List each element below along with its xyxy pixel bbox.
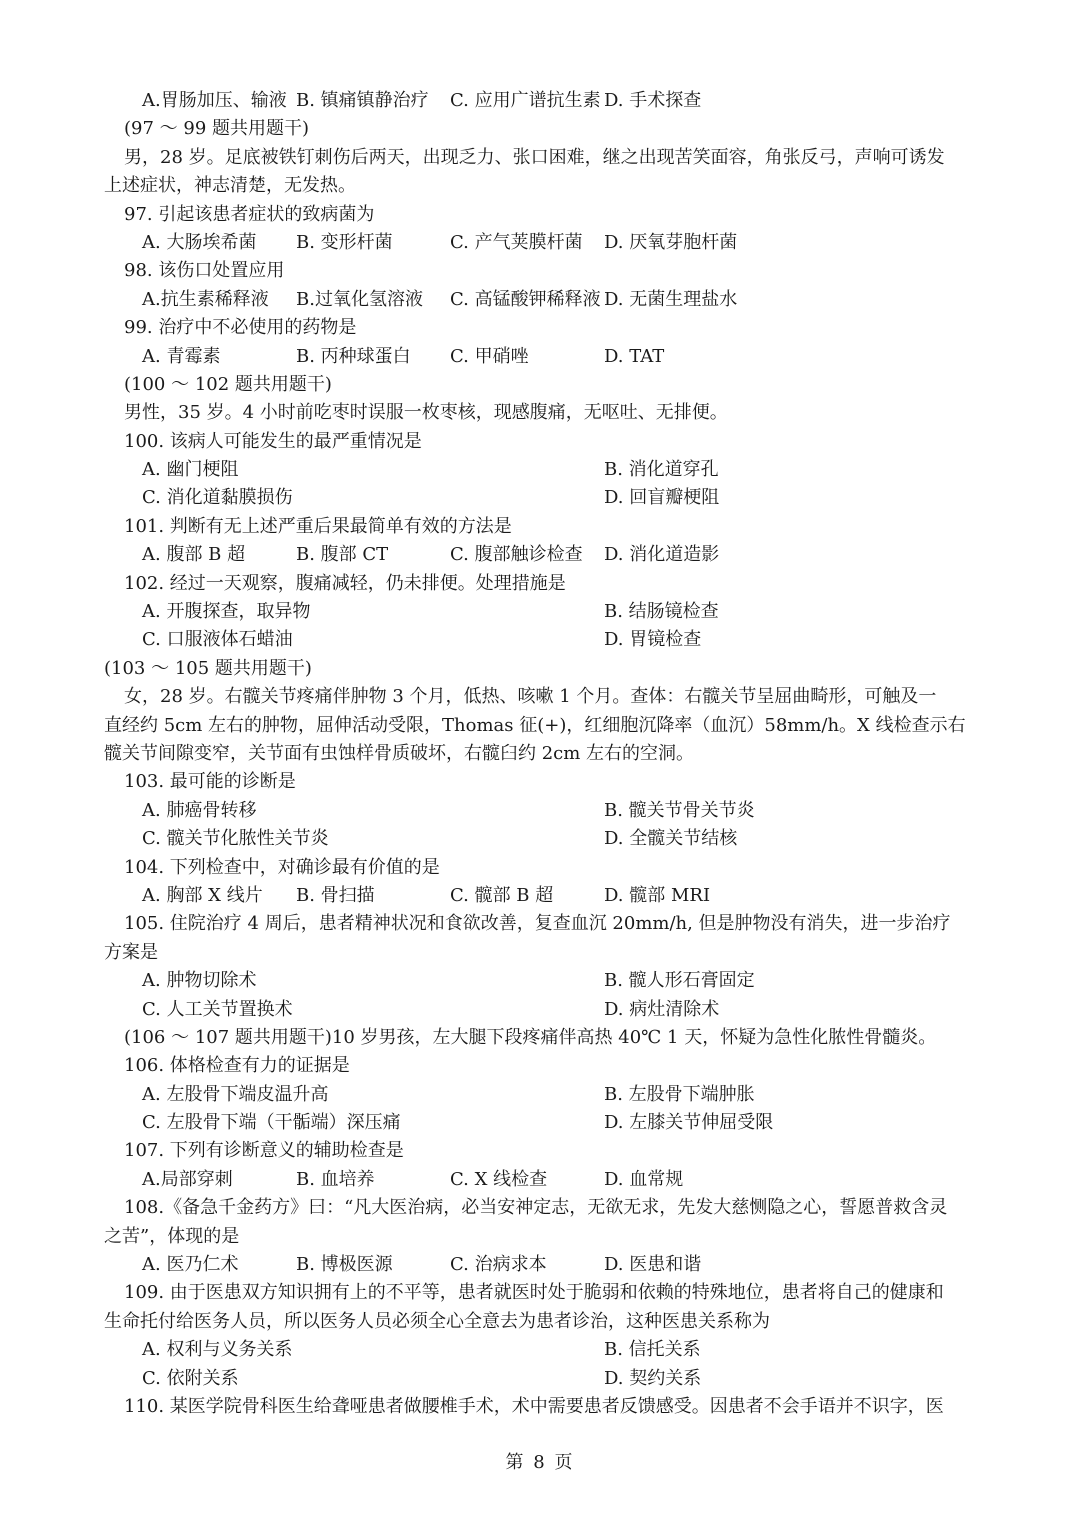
option-b: D. 左膝关节伸屈受限 — [604, 1112, 774, 1134]
option-a: A. 胸部 X 线片 — [142, 884, 263, 906]
text-line: 108.《备急千金药方》曰：“凡大医治病，必当安神定志，无欲无求，先发大慈恻隐之心，誓愿普救含灵 — [124, 1197, 948, 1219]
text-line: 97. 引起该患者症状的致病菌为 — [124, 203, 375, 225]
text-line: 104. 下列检查中，对确诊最有价值的是 — [124, 856, 440, 878]
option-b: B. 腹部 CT — [296, 544, 389, 566]
options-row — [104, 1081, 984, 1109]
text-line: 之苦”，体现的是 — [104, 1225, 240, 1247]
option-a: A.胃肠加压、输液 — [142, 90, 287, 111]
option-a: A. 左股骨下端皮温升高 — [142, 1083, 329, 1105]
option-b: D. 回盲瓣梗阻 — [604, 487, 720, 509]
option-b: B. 镇痛镇静治疗 — [296, 90, 429, 111]
option-a: A. 肿物切除术 — [142, 970, 257, 992]
options-row — [104, 343, 984, 371]
text-line: 生命托付给医务人员，所以医务人员必须全心全意去为患者诊治，这种医患关系称为 — [104, 1310, 770, 1332]
text-line: (100 ～ 102 题共用题干) — [124, 373, 332, 395]
option-b: B. 博极医源 — [296, 1254, 393, 1276]
text-line: 女，28 岁。右髋关节疼痛伴肿物 3 个月，低热、咳嗽 1 个月。查体：右髋关节呈屈曲畸形，可触及一 — [124, 686, 937, 708]
option-b: D. 胃镜检查 — [604, 629, 702, 651]
options-row — [104, 967, 984, 995]
option-b: B. 结肠镜检查 — [604, 601, 719, 623]
text-line: 男，28 岁。足底被铁钉刺伤后两天，出现乏力、张口困难，继之出现苦笑面容，角张反弓，声响可诱发 — [124, 146, 945, 168]
text-line: 109. 由于医患双方知识拥有上的不平等，患者就医时处于脆弱和依赖的特殊地位，患者将自己的健康和 — [124, 1282, 944, 1304]
option-b: B.过氧化氢溶液 — [296, 288, 423, 310]
option-b: B. 变形杆菌 — [296, 231, 393, 253]
option-a: A. 开腹探查，取异物 — [142, 601, 311, 623]
option-b: B. 血培养 — [296, 1168, 375, 1190]
text-line: 103. 最可能的诊断是 — [124, 771, 296, 793]
option-a: A. 权利与义务关系 — [142, 1339, 293, 1361]
option-b: D. 病灶清除术 — [604, 998, 720, 1020]
option-c: C. X 线检查 — [450, 1168, 548, 1190]
option-c: C. 产气荚膜杆菌 — [450, 231, 583, 253]
options-row — [104, 996, 984, 1024]
text-line: 男性，35 岁。4 小时前吃枣时误服一枚枣核，现感腹痛，无呕吐、无排便。 — [124, 402, 728, 424]
option-b: B. 丙种球蛋白 — [296, 345, 411, 367]
option-a: C. 髋关节化脓性关节炎 — [142, 828, 329, 850]
options-row — [104, 1365, 984, 1393]
option-a: A.局部穿刺 — [142, 1168, 233, 1190]
text-line: 105. 住院治疗 4 周后，患者精神状况和食欲改善，复查血沉 20mm/h, 但是肿物没有消失，进一步治疗 — [124, 913, 951, 935]
option-c: C. 髋部 B 超 — [450, 884, 554, 906]
options-row — [104, 1166, 984, 1194]
option-b: D. 全髋关节结核 — [604, 828, 738, 850]
option-b: B. 髋关节骨关节炎 — [604, 799, 755, 821]
option-c: C. 治病求本 — [450, 1254, 547, 1276]
option-c: C. 高锰酸钾稀释液 — [450, 288, 601, 310]
options-row — [104, 541, 984, 569]
options-row — [104, 1336, 984, 1364]
options-row — [104, 229, 984, 257]
page-number: 第 8 页 — [505, 1452, 575, 1473]
option-a: A. 幽门梗阻 — [142, 459, 239, 481]
options-row — [104, 825, 984, 853]
text-line: 110. 某医学院骨科医生给聋哑患者做腰椎手术，术中需要患者反馈感受。因患者不会手语并不识字，医 — [124, 1395, 944, 1417]
option-d: D. TAT — [604, 345, 665, 367]
text-line: (97 ～ 99 题共用题干) — [124, 118, 310, 140]
option-b: B. 消化道穿孔 — [604, 459, 719, 481]
text-line: 方案是 — [104, 941, 158, 963]
option-b: B. 骨扫描 — [296, 884, 375, 906]
options-row — [104, 286, 984, 314]
option-b: D. 契约关系 — [604, 1367, 702, 1389]
option-b: B. 髋人形石膏固定 — [604, 970, 755, 992]
option-d: D. 手术探查 — [604, 90, 702, 111]
options-row — [104, 87, 984, 115]
option-a: C. 左股骨下端（干骺端）深压痛 — [142, 1112, 401, 1134]
option-a: A. 医乃仁术 — [142, 1254, 239, 1276]
option-a: A. 大肠埃希菌 — [142, 231, 257, 253]
option-d: D. 血常规 — [604, 1168, 684, 1190]
option-d: D. 髋部 MRI — [604, 884, 711, 906]
text-line: 100. 该病人可能发生的最严重情况是 — [124, 430, 422, 452]
option-a: A.抗生素稀释液 — [142, 288, 269, 310]
option-b: B. 信托关系 — [604, 1339, 701, 1361]
text-line: 98. 该伤口处置应用 — [124, 260, 285, 282]
text-line: 101. 判断有无上述严重后果最简单有效的方法是 — [124, 515, 512, 537]
text-line: (103 ～ 105 题共用题干) — [104, 657, 312, 679]
option-a: C. 依附关系 — [142, 1367, 239, 1389]
options-row — [104, 484, 984, 512]
text-line: 上述症状，神志清楚，无发热。 — [104, 175, 356, 197]
text-line: 直经约 5cm 左右的肿物，屈伸活动受限，Thomas 征(+)，红细胞沉降率（血沉）58mm/h。X 线检查示右 — [104, 714, 966, 736]
option-a: C. 消化道黏膜损伤 — [142, 487, 293, 509]
option-d: D. 医患和谐 — [604, 1254, 702, 1276]
text-line: 107. 下列有诊断意义的辅助检查是 — [124, 1140, 404, 1162]
text-line: (106 ～ 107 题共用题干)10 岁男孩，左大腿下段疼痛伴高热 40℃ 1 天，怀疑为急性化脓性骨髓炎。 — [124, 1026, 937, 1048]
option-a: A. 青霉素 — [142, 345, 221, 367]
options-row — [104, 1109, 984, 1137]
option-d: D. 厌氧芽胞杆菌 — [604, 231, 738, 253]
option-d: D. 无菌生理盐水 — [604, 288, 738, 310]
exam-content — [104, 87, 984, 1421]
option-c: C. 应用广谱抗生素 — [450, 90, 601, 111]
options-row — [104, 626, 984, 654]
options-row — [104, 1251, 984, 1279]
options-row — [104, 882, 984, 910]
option-a: C. 口服液体石蜡油 — [142, 629, 293, 651]
option-c: C. 腹部触诊检查 — [450, 544, 583, 566]
option-b: B. 左股骨下端肿胀 — [604, 1083, 755, 1105]
options-row — [104, 797, 984, 825]
option-a: A. 腹部 B 超 — [142, 544, 246, 566]
text-line: 99. 治疗中不必使用的药物是 — [124, 317, 357, 339]
options-row — [104, 598, 984, 626]
option-a: C. 人工关节置换术 — [142, 998, 293, 1020]
option-d: D. 消化道造影 — [604, 544, 720, 566]
options-row — [104, 456, 984, 484]
option-c: C. 甲硝唑 — [450, 345, 529, 367]
option-a: A. 肺癌骨转移 — [142, 799, 257, 821]
text-line: 102. 经过一天观察，腹痛减轻，仍未排便。处理措施是 — [124, 572, 566, 594]
text-line: 106. 体格检查有力的证据是 — [124, 1055, 350, 1077]
text-line: 髋关节间隙变窄，关节面有虫蚀样骨质破坏，右髋臼约 2cm 左右的空洞。 — [104, 742, 695, 764]
